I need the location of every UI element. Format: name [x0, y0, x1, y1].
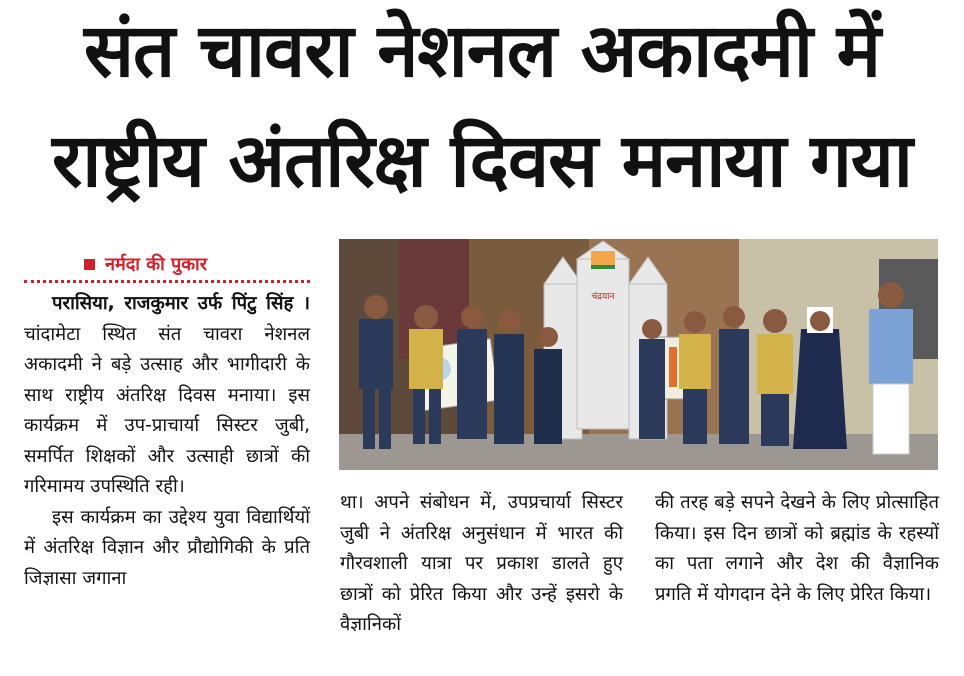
dotted-divider [24, 280, 310, 283]
source-name: नर्मदा की पुकार [105, 254, 208, 275]
paragraph-1: चांदामेटा स्थित संत चावरा नेशनल अकादमी ने बड़े उत्साह और भागीदारी के साथ राष्ट्रीय अंतरिक्ष दिवस मनाया। इस कार्यक्रम में उप-प्राचार्या सिस्टर जुबी, समर्पित शिक्षकों और उत्साही छात्रों की गरिमामय उपस्थिति रही। [24, 323, 310, 497]
paragraph-2-continued: था। अपने संबोधन में, उपप्रचार्या सिस्टर जुबी ने अंतरिक्ष अनुसंधान में भारत की गौरवशाली यात्रा पर प्रकाश डालते हुए छात्रों को प्रेरित किया और उन्हें इसरो के वैज्ञानिकों [340, 492, 623, 635]
lead-paragraph [24, 289, 310, 503]
rocket-label: चंद्रयान [591, 292, 615, 302]
source-tag [84, 252, 207, 276]
paragraph-2: इस कार्यक्रम का उद्देश्य युवा विद्यार्थियों में अंतरिक्ष विज्ञान और प्रौद्योगिकी के प्रति जिज्ञासा जगाना [24, 506, 310, 589]
text-column-1 [24, 289, 310, 594]
photo-illustration [339, 239, 938, 470]
text-column-2 [340, 488, 623, 641]
headline-line-2: राष्ट्रीय अंतरिक्ष दिवस मनाया गया [52, 118, 912, 204]
paragraph-3: की तरह बड़े सपने देखने के लिए प्रोत्साहित किया। इस दिन छात्रों को ब्रह्मांड के रहस्यों का पता लगाने और देश की वैज्ञानिक प्रगति में योगदान देने के लिए प्रेरित किया। [655, 492, 939, 605]
byline: परासिया, राजकुमार उर्फ पिंटु सिंह । [52, 293, 310, 314]
red-square-icon [84, 259, 95, 270]
text-column-3 [655, 488, 939, 610]
headline-line-1: संत चावरा नेशनल अकादमी में [83, 8, 881, 94]
event-photo [339, 239, 938, 470]
